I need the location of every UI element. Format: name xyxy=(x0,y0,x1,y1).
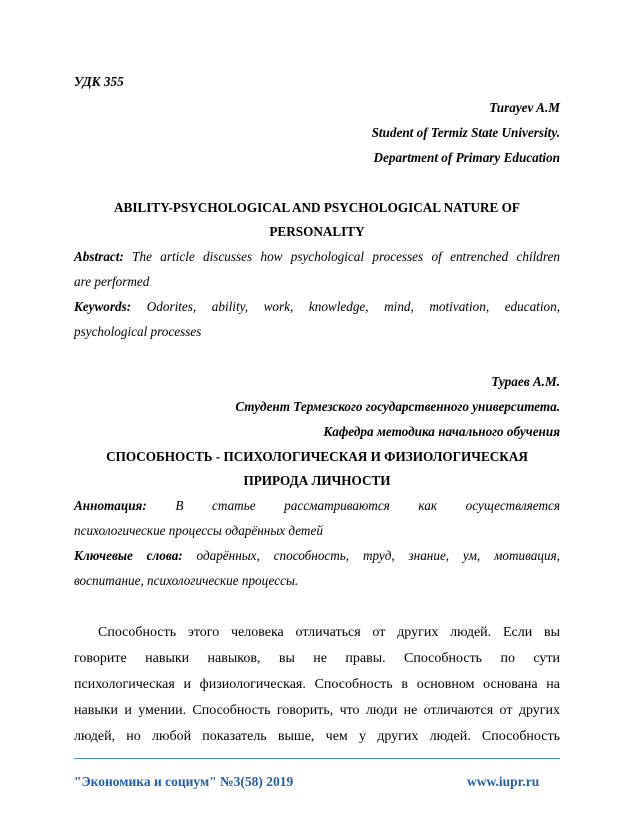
abstract-en xyxy=(74,248,560,266)
keywords-ru-line2: воспитание, психологические процессы. xyxy=(74,573,299,588)
department-ru: Кафедра методика начального обучения xyxy=(323,424,560,439)
keywords-en-text: Odorites, ability, work, knowledge, mind, motivation, education, xyxy=(131,299,560,314)
abstract-ru-text: В статье рассматриваются как осуществляется xyxy=(146,498,560,513)
body-line-3: психологическая и физиологическая. Способность в основном основана на xyxy=(74,677,560,692)
abstract-en-label: Abstract: xyxy=(74,249,124,264)
title-en-line1: ABILITY-PSYCHOLOGICAL AND PSYCHOLOGICAL NATURE OF xyxy=(114,200,520,215)
body-line-1: Способность этого человека отличаться от других людей. Если вы xyxy=(98,625,560,640)
keywords-ru-text: одарённых, способность, труд, знание, ум, мотивация, xyxy=(182,548,560,563)
department-en: Department of Primary Education xyxy=(373,150,560,165)
udk-code: УДК 355 xyxy=(74,74,124,89)
abstract-ru-label: Аннотация: xyxy=(74,498,147,513)
keywords-en xyxy=(74,298,560,316)
title-ru-line2: ПРИРОДА ЛИЧНОСТИ xyxy=(243,473,391,488)
keywords-en-line2: psychological processes xyxy=(74,324,202,339)
body-line-2: говорите навыки навыков, вы не правы. Способность по сути xyxy=(74,651,560,666)
affiliation-en: Student of Termiz State University. xyxy=(371,125,560,140)
title-en-line2: PERSONALITY xyxy=(269,224,365,239)
abstract-en-line2: are performed xyxy=(74,274,150,289)
title-ru-line1: СПОСОБНОСТЬ - ПСИХОЛОГИЧЕСКАЯ И ФИЗИОЛОГИЧЕСКАЯ xyxy=(106,449,528,464)
body-line-5: людей, но любой показатель выше, чем у других людей. Способность xyxy=(74,729,560,744)
abstract-ru-line2: психологические процессы одарённых детей xyxy=(74,523,323,538)
author-ru: Тураев А.М. xyxy=(491,374,560,389)
abstract-ru xyxy=(74,497,560,515)
keywords-en-label: Keywords: xyxy=(74,299,132,314)
footer-journal: "Экономика и социум" №3(58) 2019 xyxy=(74,774,294,789)
keywords-ru-label: Ключевые слова: xyxy=(74,548,183,563)
keywords-ru xyxy=(74,547,560,565)
footer-website-link[interactable]: www.iupr.ru xyxy=(467,774,540,789)
footer-divider xyxy=(74,758,560,759)
author-en: Turayev A.M xyxy=(489,100,560,115)
affiliation-ru: Студент Термезского государственного университета. xyxy=(235,399,560,414)
abstract-en-text: The article discusses how psychological processes of entrenched children xyxy=(123,249,560,264)
body-line-4: навыки и умении. Способность говорить, что люди не отличаются от других xyxy=(74,703,560,718)
